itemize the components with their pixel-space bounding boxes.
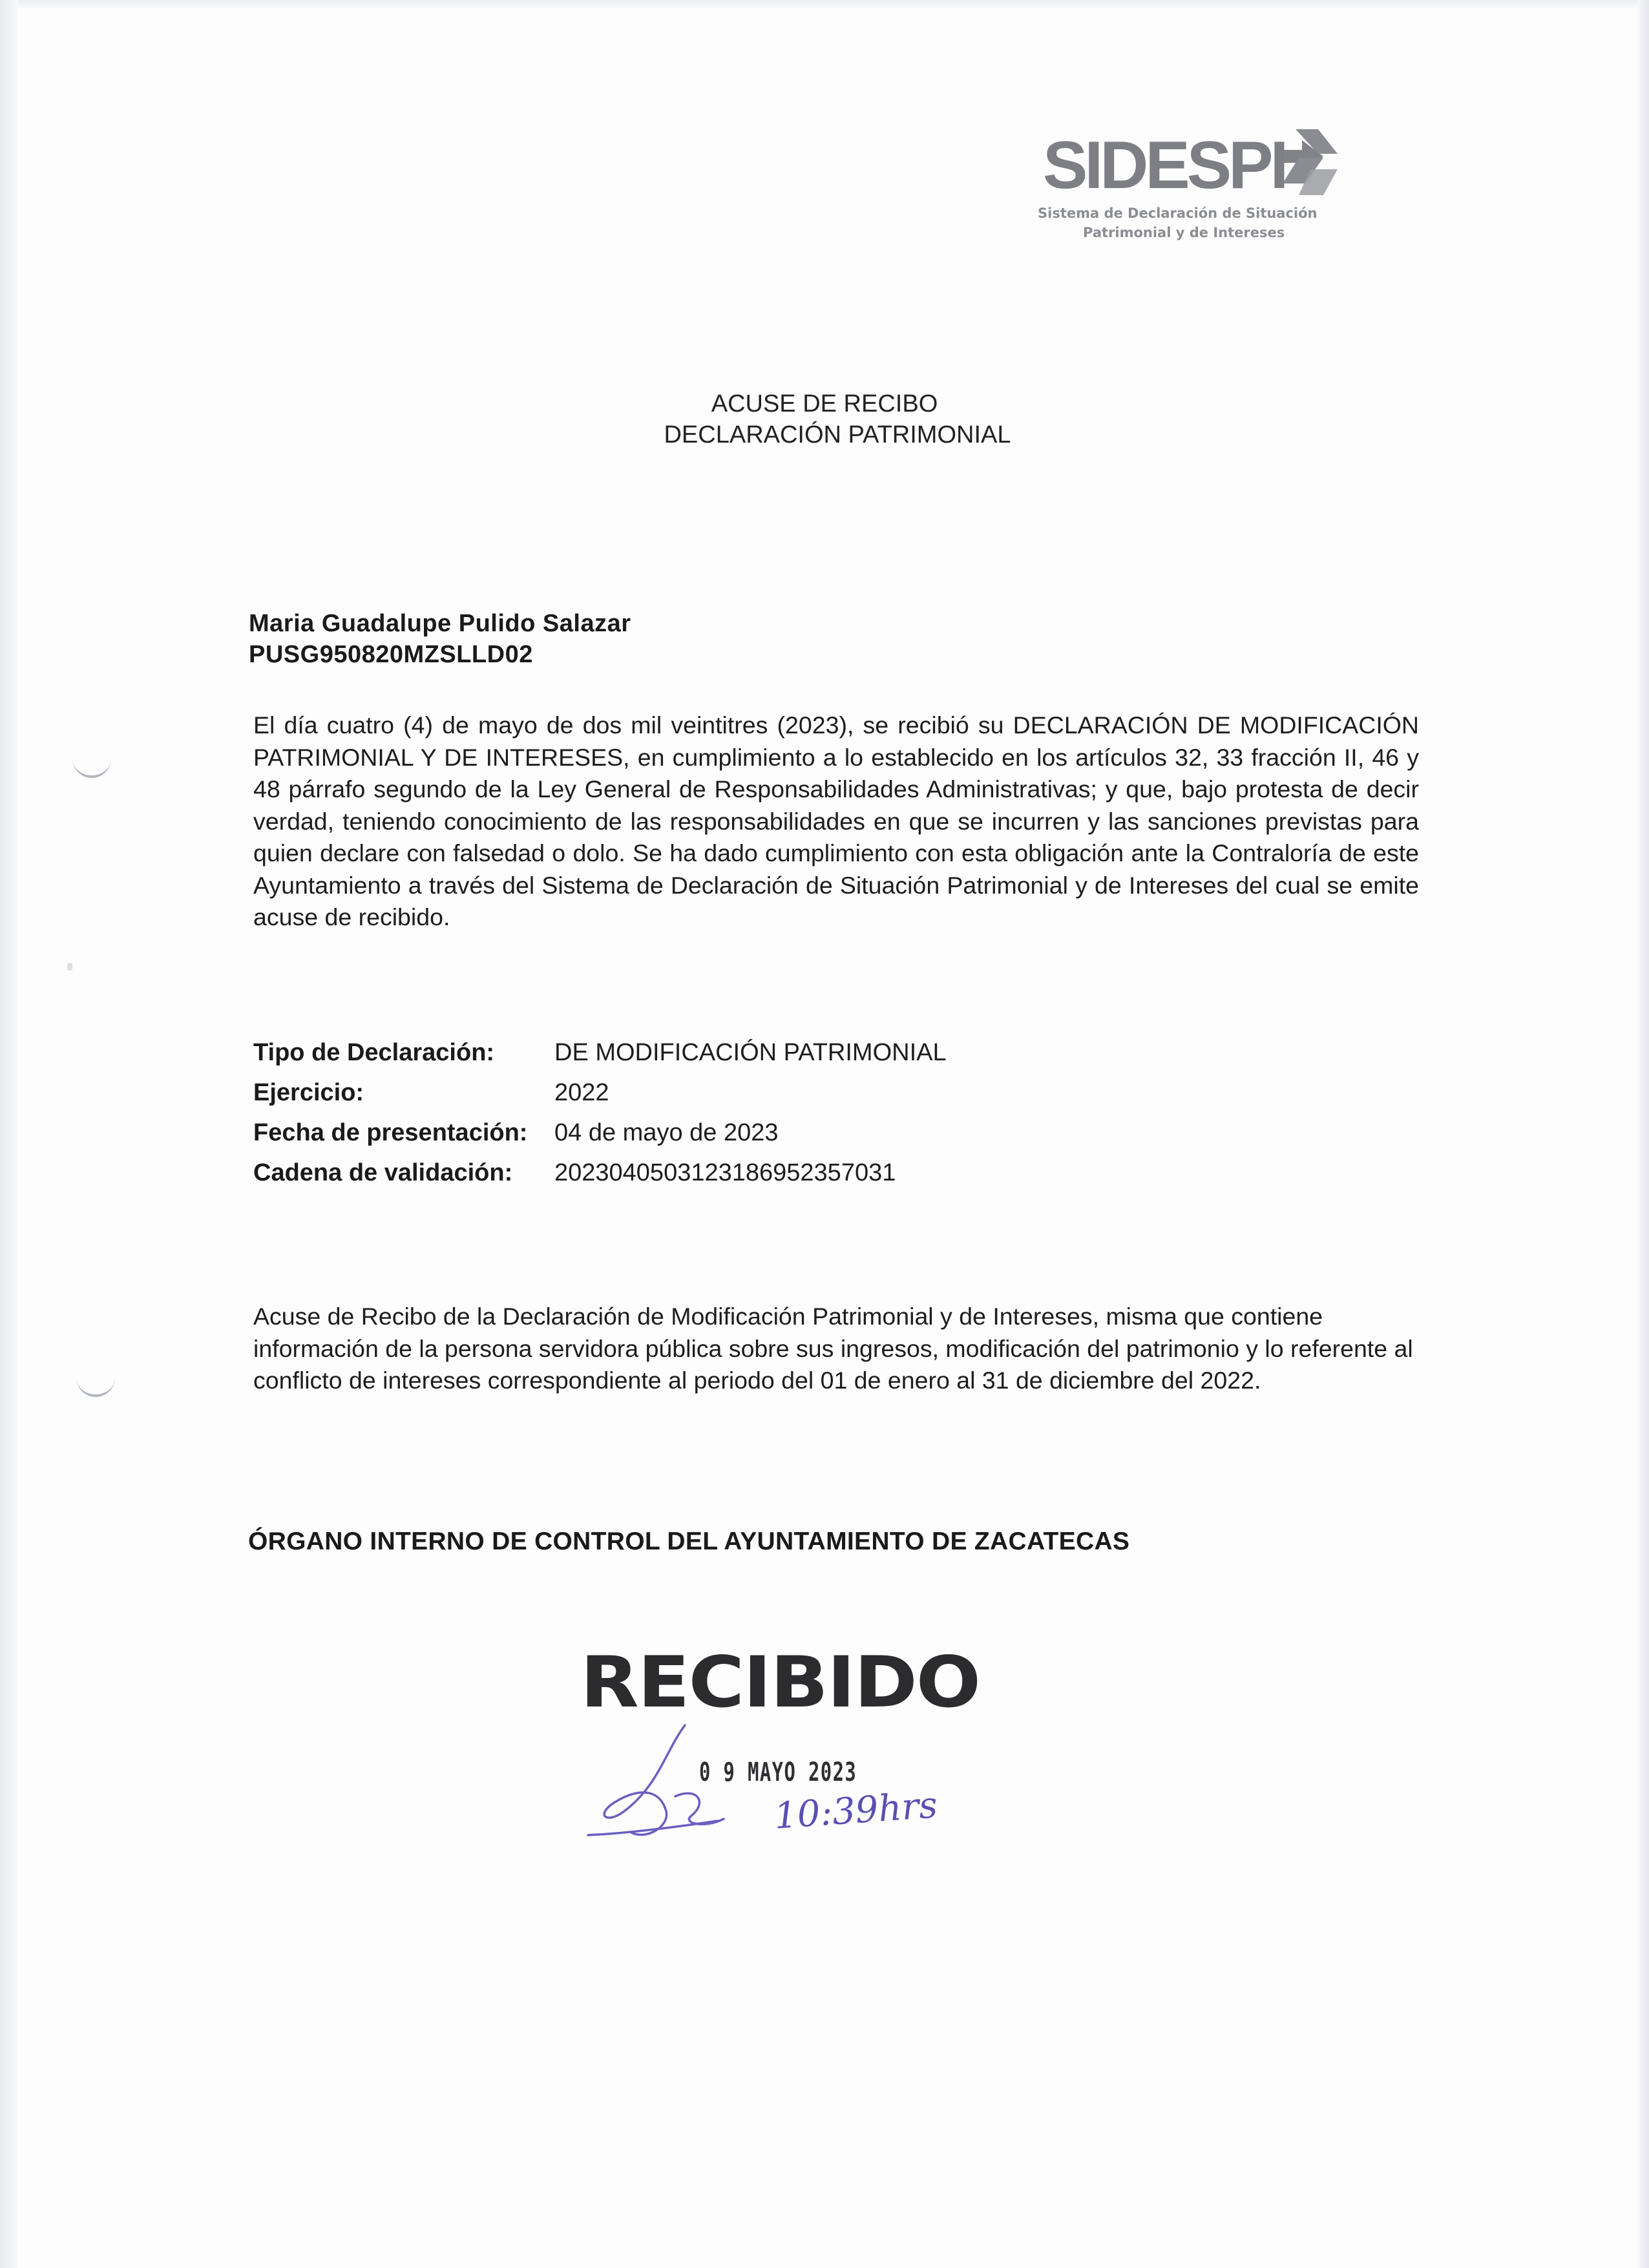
issuing-organ: ÓRGANO INTERNO DE CONTROL DEL AYUNTAMIENTO DE ZACATECAS xyxy=(248,1528,1130,1555)
detail-value: DE MODIFICACIÓN PATRIMONIAL xyxy=(554,1039,947,1066)
detail-label: Ejercicio: xyxy=(253,1079,364,1106)
logo-subtitle-line2: Patrimonial y de Intereses xyxy=(1083,225,1285,240)
declarant-name: Maria Guadalupe Pulido Salazar xyxy=(249,610,631,637)
detail-value: 2022 xyxy=(554,1079,609,1106)
received-stamp-date: 0 9 MAYO 2023 xyxy=(699,1758,857,1787)
detail-label: Tipo de Declaración: xyxy=(253,1039,495,1066)
scan-edge-top xyxy=(0,0,1649,9)
sidespi-logo xyxy=(1034,124,1357,247)
logo-subtitle-line1: Sistema de Declaración de Situación xyxy=(1038,205,1318,221)
punch-hole-mark xyxy=(76,1362,115,1397)
detail-label: Cadena de validación: xyxy=(253,1159,513,1186)
scan-edge-right xyxy=(1637,0,1649,2268)
scan-speck xyxy=(67,963,72,971)
logo-wordmark: SIDESPI xyxy=(1043,128,1286,203)
handwritten-time: 10:39hrs xyxy=(773,1784,939,1838)
scan-edge-left xyxy=(0,0,18,2268)
document-title-line2: DECLARACIÓN PATRIMONIAL xyxy=(664,421,1011,448)
body-paragraph: El día cuatro (4) de mayo de dos mil veintitres (2023), se recibió su DECLARACIÓN DE MODIFICACIÓN PATRIMONIAL Y DE INTERESES, en cumplimiento a lo establecido en los artículos 32, 33 fracción II, 46 y 48 párrafo segundo de la Ley General de Responsabilidades Administrativas; y que, bajo protesta de decir verdad, teniendo conocimiento de las responsabilidades en que se incurren y las sanciones previstas para quien declare con falsedad o dolo. Se ha dado cumplimiento con esta obligación ante la Contraloría de este Ayuntamiento a través del Sistema de Declaración de Situación Patrimonial y de Intereses del cual se emite acuse de recibido. xyxy=(253,711,1419,930)
detail-label: Fecha de presentación: xyxy=(253,1119,528,1146)
received-stamp-word: RECIBIDO xyxy=(580,1641,980,1723)
detail-value: 04 de mayo de 2023 xyxy=(554,1119,779,1146)
document-title-line1: ACUSE DE RECIBO xyxy=(711,390,938,417)
detail-value: 2023040503123186952357031 xyxy=(554,1159,896,1186)
closing-paragraph: Acuse de Recibo de la Declaración de Modificación Patrimonial y de Intereses, misma que contiene información de la persona servidora pública sobre sus ingresos, modificación del patrimonio y lo referente al conflicto de intereses correspondiente al periodo del 01 de enero al 31 de diciembre del 2022. xyxy=(253,1303,1413,1394)
punch-hole-mark xyxy=(72,743,111,778)
declarant-rfc: PUSG950820MZSLLD02 xyxy=(249,641,533,668)
